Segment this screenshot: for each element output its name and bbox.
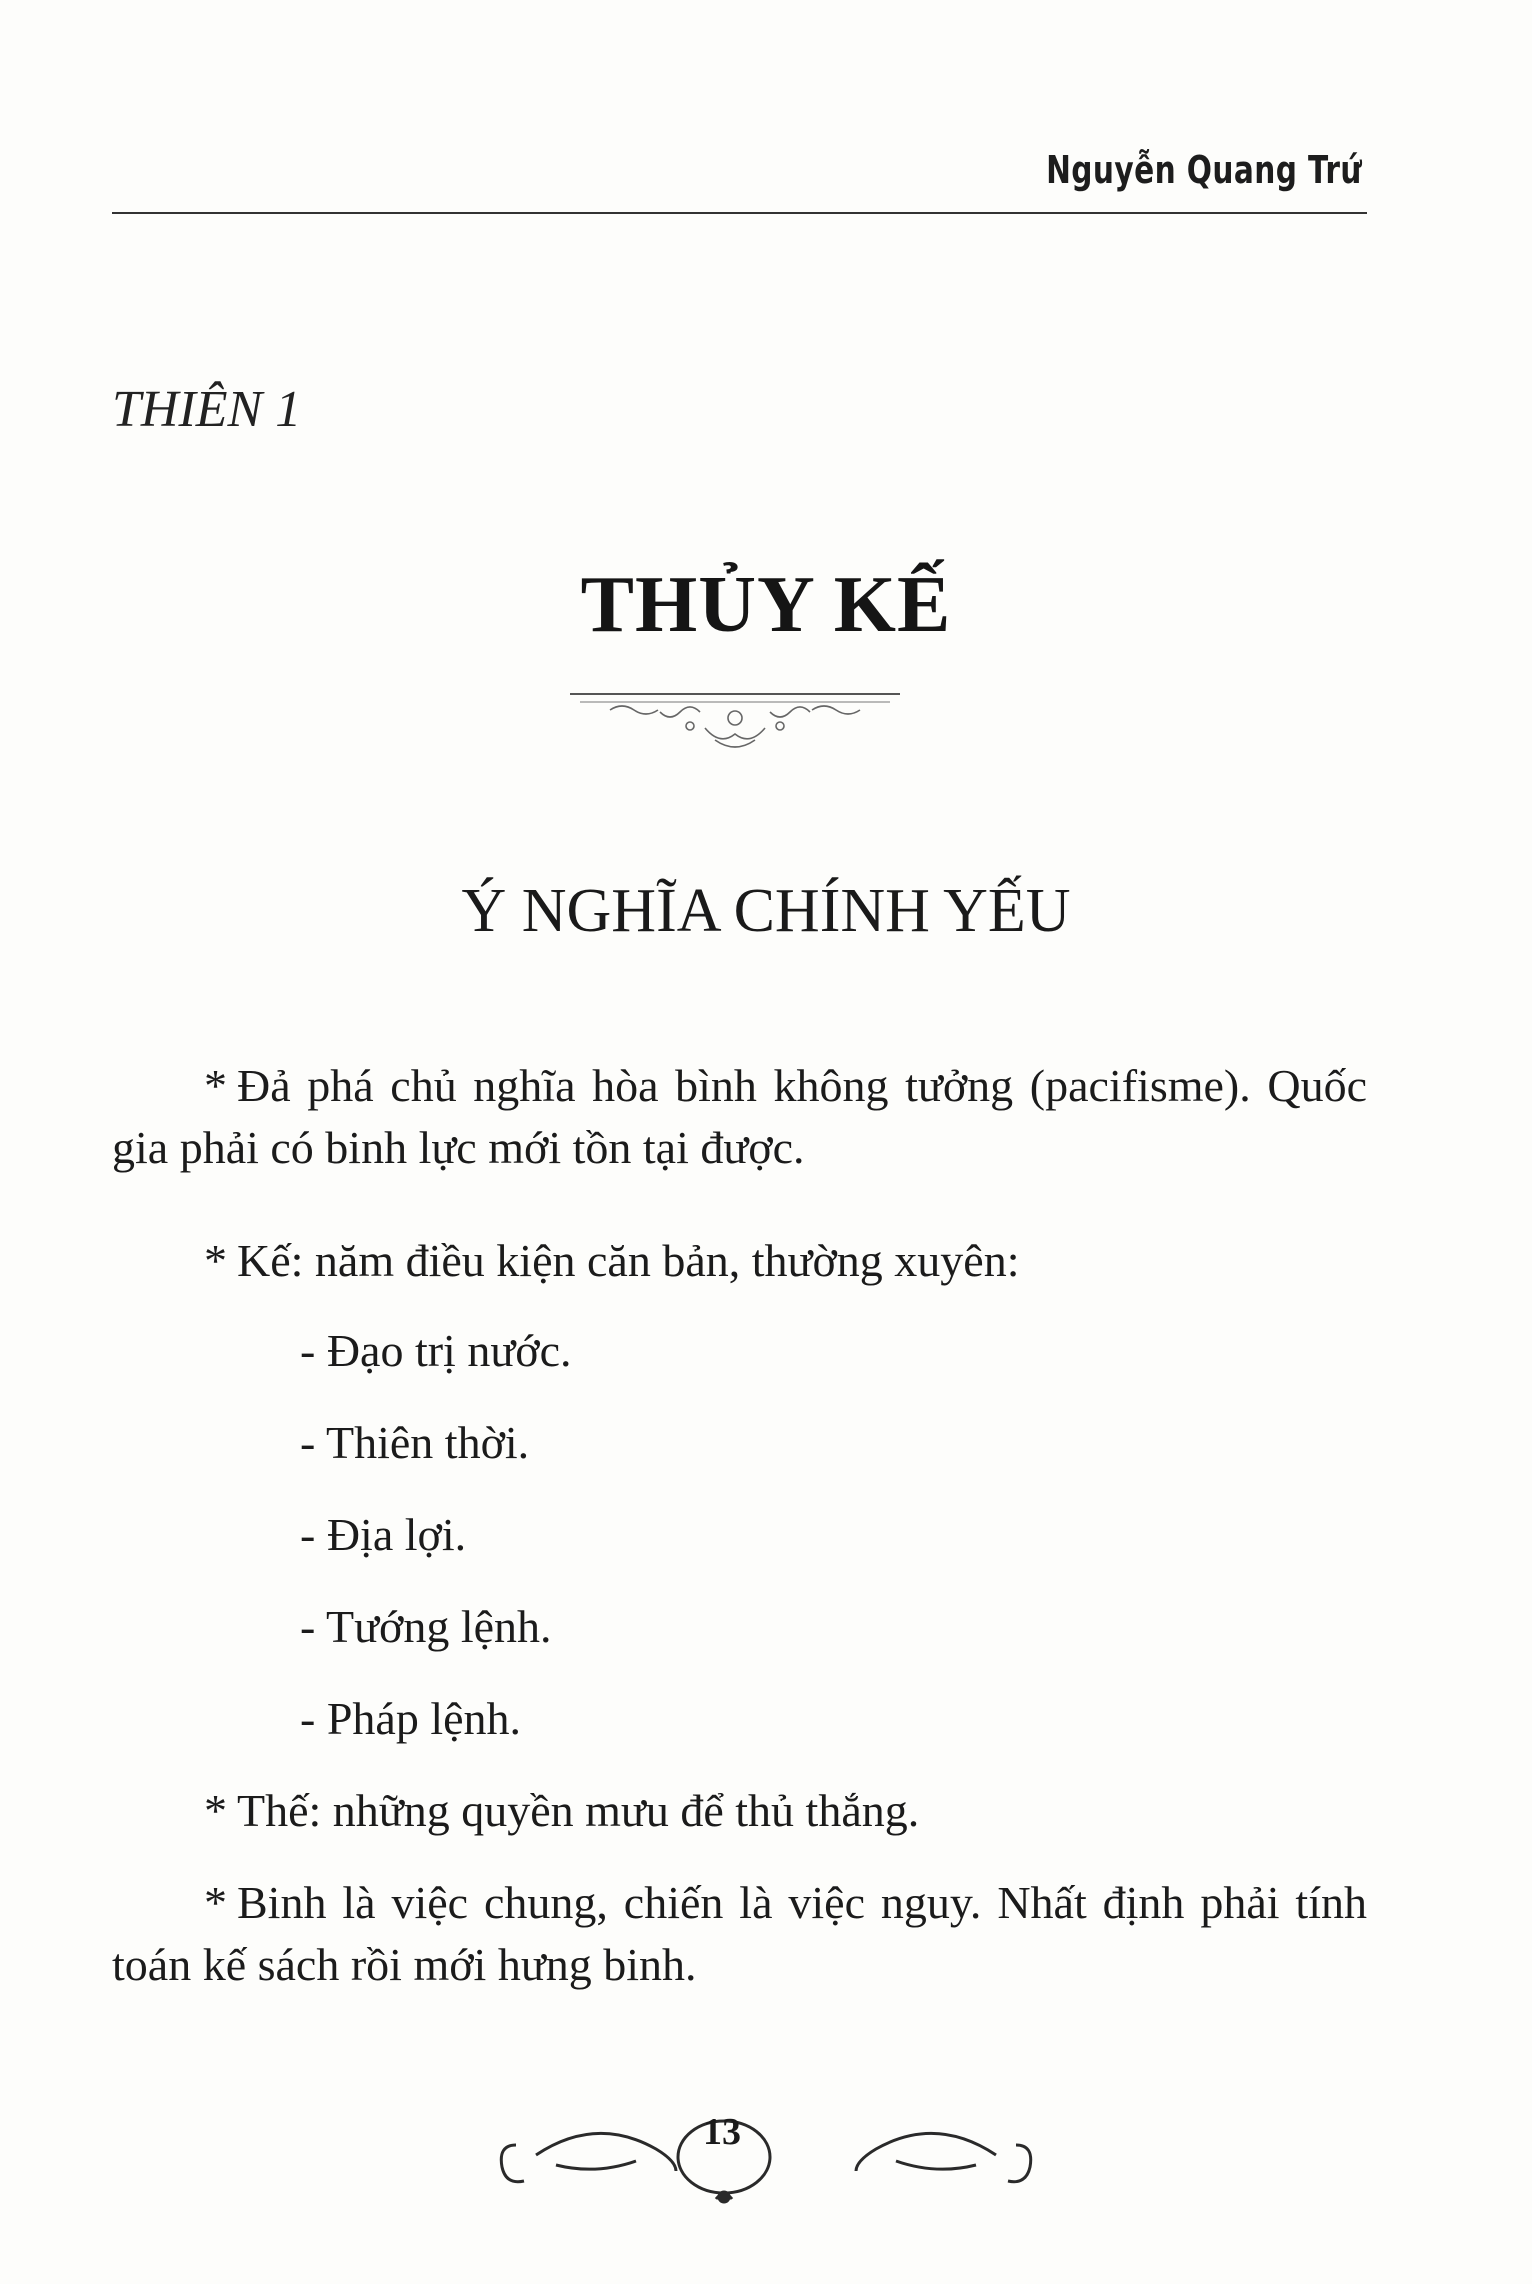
section-heading: Ý NGHĨA CHÍNH YẾU [461,877,1071,945]
paragraph-3 [112,1780,1367,1842]
paragraph-1 [112,1055,1367,1179]
paragraph-1-text: Đả phá chủ nghĩa hòa bình không tưởng (pacifisme). Quốc gia phải có binh lực mới tồn tại được. [112,1060,1367,1173]
list-item: - Pháp lệnh. [300,1693,522,1744]
bullet-star: * [204,1785,227,1836]
bullet-star: * [204,1060,227,1111]
paragraph-3-text: Thế: những quyền mưu để thủ thắng. [237,1785,920,1836]
header-rule [112,212,1367,214]
list-item: - Đạo trị nước. [300,1325,572,1376]
list-item: - Địa lợi. [300,1509,467,1560]
bullet-star: * [204,1235,227,1286]
bullet-star: * [204,1877,227,1928]
paragraph-2 [112,1230,1367,1292]
part-label: THIÊN 1 [112,381,302,438]
paragraph-2-text: Kế: năm điều kiện căn bản, thường xuyên: [237,1235,1020,1286]
page-number: 13 [703,2111,741,2153]
divider-ornament-icon [570,688,900,760]
list-item: - Tướng lệnh. [300,1601,552,1652]
paragraph-4-text: Binh là việc chung, chiến là việc nguy. Nhất định phải tính toán kế sách rồi mới hưng binh. [112,1877,1367,1990]
running-header-author: Nguyễn Quang Trứ [1046,148,1362,192]
chapter-title: THỦY KẾ [580,561,952,649]
page-number-ornament-icon [486,2095,1046,2205]
paragraph-4 [112,1872,1367,1996]
list-item: - Thiên thời. [300,1417,530,1468]
